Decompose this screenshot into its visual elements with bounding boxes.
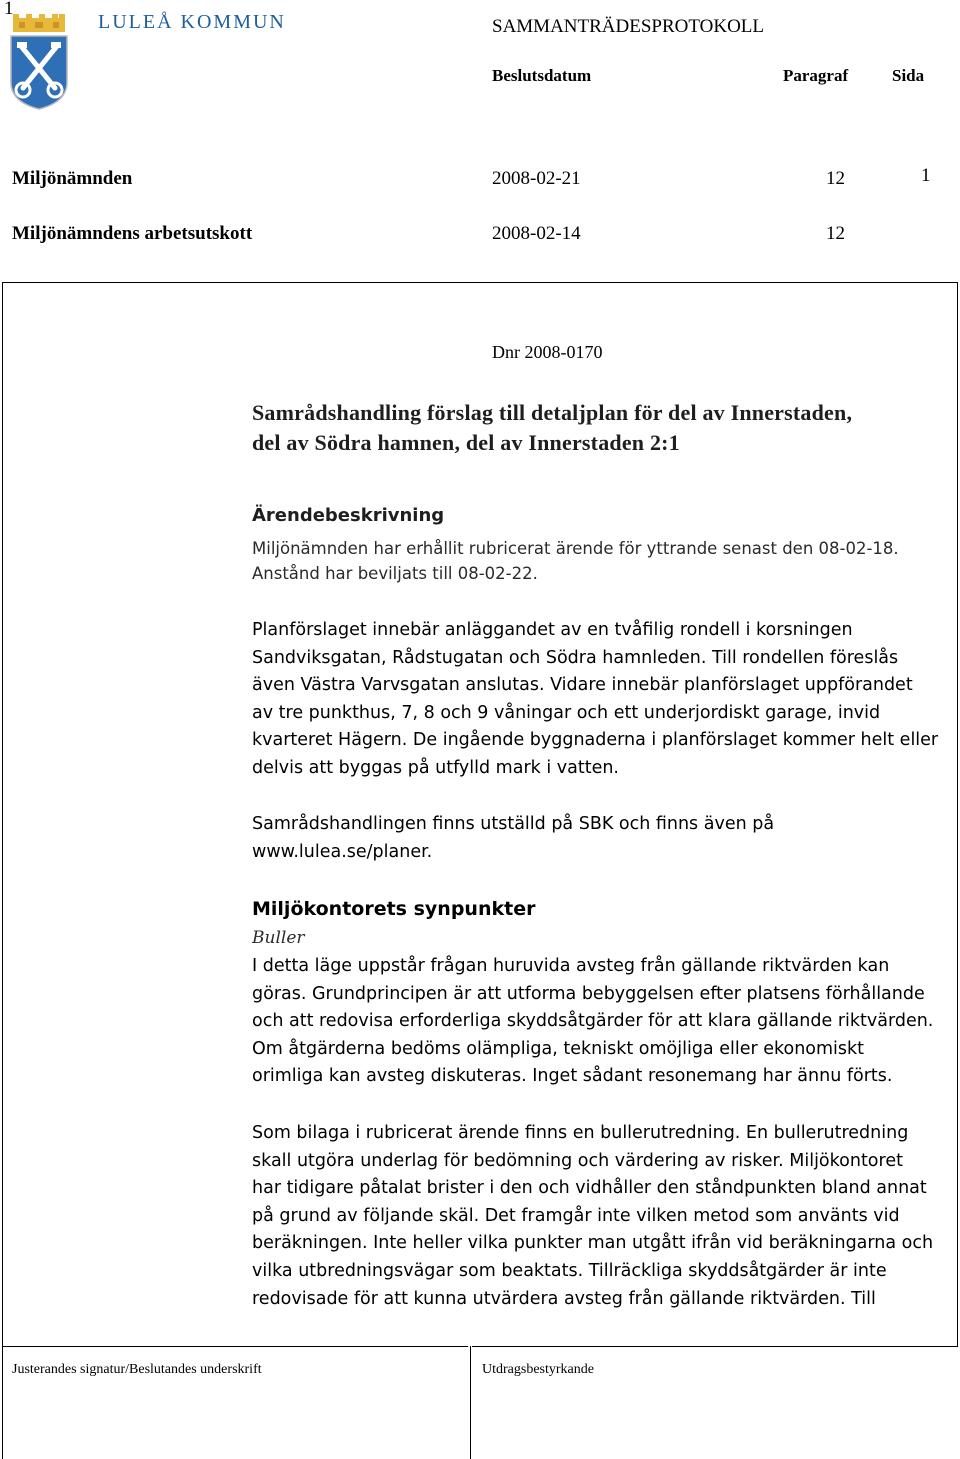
text-line: kvarteret Hägern. De ingående byggnaderna i planförslaget kommer helt eller: [252, 730, 939, 751]
column-head-page: Sida: [892, 66, 925, 85]
certification-label: Utdragsbestyrkande: [482, 1362, 594, 1377]
text-line: delvis att byggas på utfylld mark i vatten.: [252, 757, 619, 778]
text-line: skall utgöra underlag för bedömning och värdering av risker. Miljökontoret: [252, 1150, 903, 1171]
text-line: vilka utbredningsvägar som beaktats. Tillräckliga skyddsåtgärder är inte: [252, 1260, 887, 1281]
text-line: Som bilaga i rubricerat ärende finns en bullerutredning. En bullerutredning: [252, 1123, 909, 1143]
text-line: på grund av följande skäl. Det framgår inte vilken metod som använts vid: [252, 1205, 900, 1226]
frame-left-rule: [2, 282, 3, 1459]
org-name: LULEÅ KOMMUN: [98, 11, 286, 33]
text-line: beräkningen. Inte heller vilka punkter man utgått ifrån vid beräkningarna och: [252, 1233, 934, 1254]
case-title-line: del av Södra hamnen, del av Innerstaden 2:1: [252, 430, 680, 455]
opinions-subheading: Buller: [252, 928, 305, 948]
text-line: har tidigare påtalat brister i den och vidhåller den ståndpunkten bland annat: [252, 1178, 927, 1199]
text-line: orimliga kan avsteg diskuteras. Inget sådant resonemang har ännu förts.: [252, 1066, 893, 1087]
description-paragraph: [252, 811, 957, 866]
column-head-date: Beslutsdatum: [492, 66, 592, 85]
document-type: SAMMANTRÄDESPROTOKOLL: [492, 16, 765, 37]
frame-right-rule: [957, 282, 958, 1347]
text-line: redovisade för att kunna utvärdera avsteg från gällande riktvärden. Till: [252, 1288, 876, 1309]
meeting-paragraph: 12: [826, 168, 845, 189]
text-line: även Västra Varvsgatan anslutas. Vidare innebär planförslaget uppförandet: [252, 675, 913, 696]
opinions-paragraph: [252, 953, 957, 1091]
text-line: Anstånd har beviljats till 08-02-22.: [252, 564, 538, 583]
meeting-paragraph: 12: [826, 223, 845, 244]
text-line: göras. Grundprincipen är att utforma bebyggelsen efter platsens förhållande: [252, 983, 925, 1004]
case-title: [252, 398, 957, 458]
signature-label: Justerandes signatur/Beslutandes underskrift: [12, 1362, 262, 1377]
text-line: Miljönämnden har erhållit rubricerat ärende för yttrande senast den 08-02-18.: [252, 539, 899, 558]
text-line: Sandviksgatan, Rådstugatan och Södra hamnleden. Till rondellen föreslås: [252, 647, 899, 668]
text-line: Samrådshandlingen finns utställd på SBK och finns även på: [252, 814, 775, 834]
text-line: Om åtgärderna bedöms olämpliga, tekniskt omöjliga eller ekonomiskt: [252, 1038, 865, 1059]
text-line: och att redovisa erforderliga skyddsåtgärder för att klara gällande riktvärden.: [252, 1011, 934, 1032]
meeting-page: 1: [921, 165, 931, 186]
column-head-paragraph: Paragraf: [783, 66, 849, 85]
meeting-date: 2008-02-21: [492, 168, 581, 189]
meeting-date: 2008-02-14: [492, 223, 581, 244]
footer-rule-right: [472, 1346, 958, 1347]
meeting-body: Miljönämndens arbetsutskott: [12, 223, 253, 244]
description-paragraph: [252, 617, 957, 783]
meeting-body: Miljönämnden: [12, 168, 133, 189]
description-heading: Ärendebeskrivning: [252, 505, 445, 526]
footer-rule-left: [2, 1346, 468, 1347]
text-line: www.lulea.se/planer.: [252, 841, 433, 862]
footer-divider: [470, 1346, 471, 1459]
description-paragraph: [252, 536, 957, 586]
text-line: I detta läge uppstår frågan huruvida avsteg från gällande riktvärden kan: [252, 956, 890, 976]
case-title-line: Samrådshandling förslag till detaljplan för del av Innerstaden,: [252, 400, 853, 425]
opinions-heading: Miljökontorets synpunkter: [252, 898, 536, 920]
coat-of-arms-logo: [9, 12, 69, 110]
text-line: Planförslaget innebär anläggandet av en tvåfilig rondell i korsningen: [252, 620, 853, 640]
text-line: av tre punkthus, 7, 8 och 9 våningar och ett underjordiskt garage, invid: [252, 702, 881, 723]
frame-top-rule: [2, 282, 958, 283]
case-number: Dnr 2008-0170: [492, 342, 603, 362]
page-corner-number: 1: [4, 0, 14, 19]
opinions-paragraph: [252, 1120, 957, 1313]
